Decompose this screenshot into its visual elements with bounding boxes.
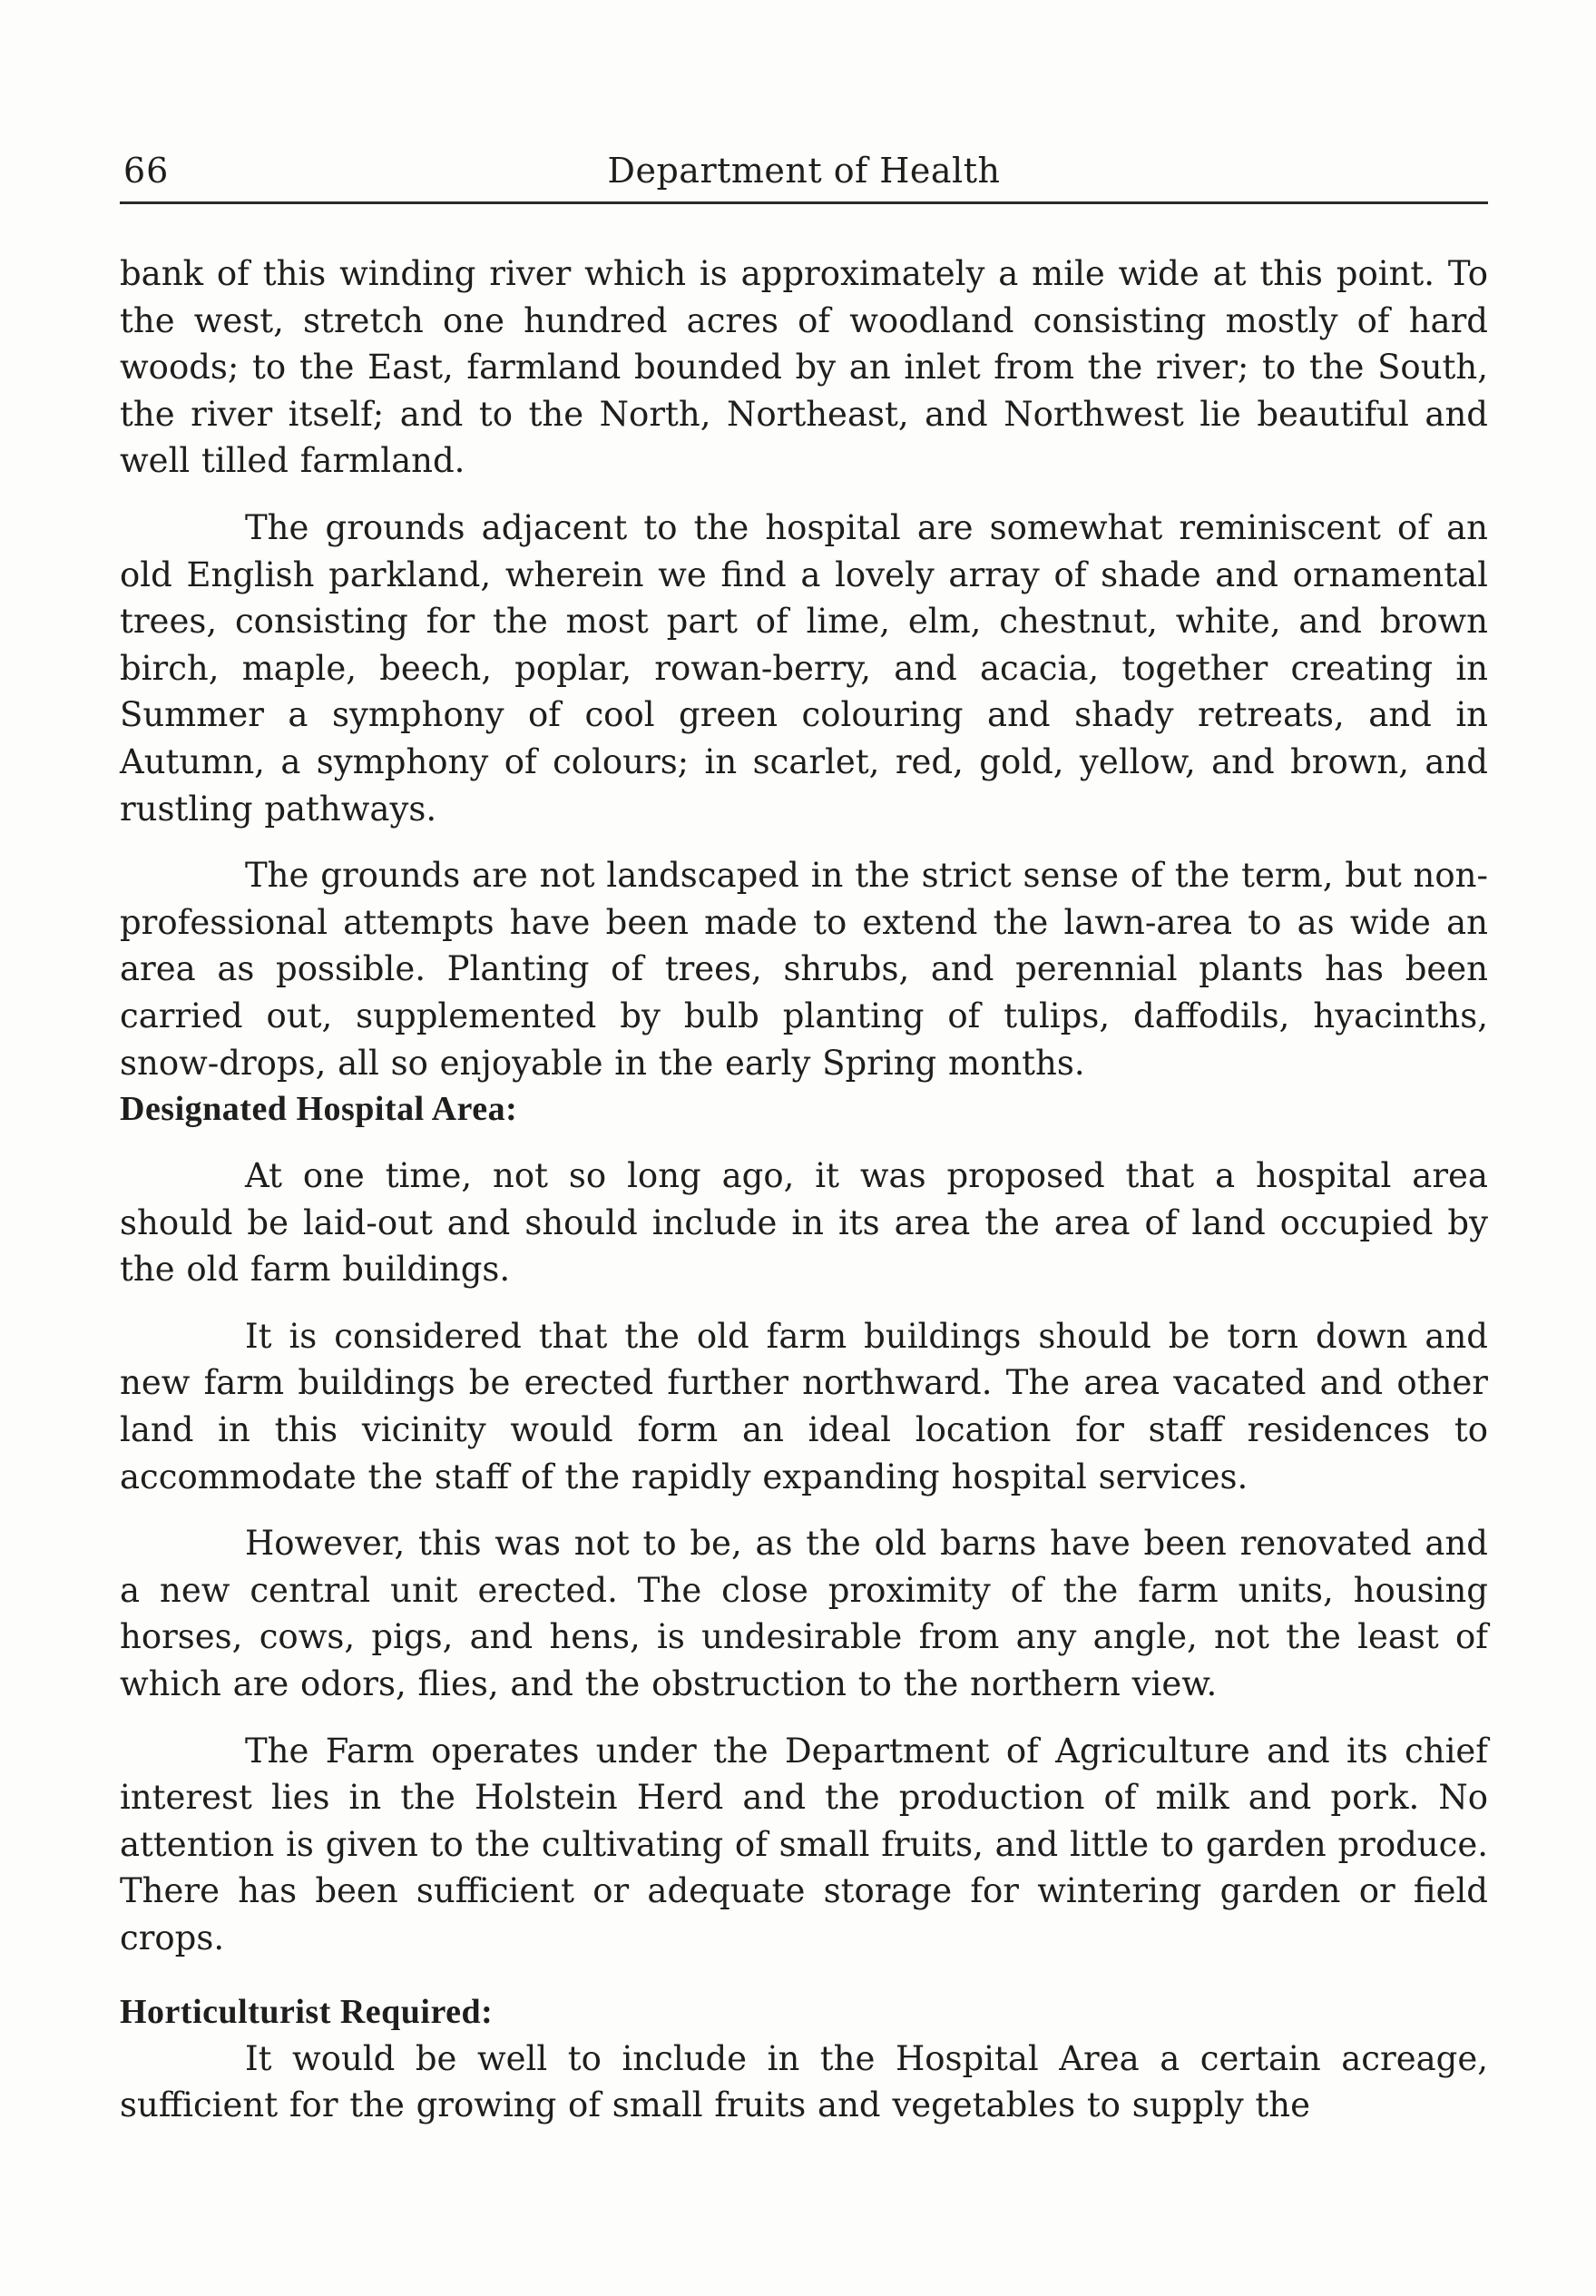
paragraph-grounds-landscaping: The grounds are not landscaped in the strict sense of the term, but non-professional attempts have been made to extend the lawn-area to as wide an area as possible. Planting of trees, shrubs, and perennial plants has been carried out, supplemented by bulb planting of tulips, daffodils, hyacinths, snow-drops, all so enjoyable in the early Spring months. bbox=[120, 856, 1488, 1083]
paragraph-farm-operations: The Farm operates under the Department of Agriculture and its chief interest lies in the Holstein Herd and the production of milk and pork. No attention is given to the cultivating of small fruits, and little to garden produce. There has been sufficient or adequate storage for wintering garden or field crops. bbox=[120, 1731, 1488, 1957]
paragraph-hospital-acreage: It would be well to include in the Hospital Area a certain acreage, sufficient for the growing of small fruits and vegetables to supply the bbox=[120, 2038, 1488, 2125]
page-number: 66 bbox=[123, 151, 170, 191]
paragraph-hospital-area-proposal: At one time, not so long ago, it was proposed that a hospital area should be laid-out and should include in its area the area of land occupied by the old farm buildings. bbox=[120, 1156, 1488, 1290]
paragraph-barns-renovated: However, this was not to be, as the old barns have been renovated and a new central unit erected. The close proximity of the farm units, housing horses, cows, pigs, and hens, is undesirable from any angle, not the least of which are odors, flies, and the obstruction to the northern view. bbox=[120, 1524, 1488, 1704]
running-head: Department of Health bbox=[607, 151, 1001, 191]
paragraph-farm-buildings: It is considered that the old farm buildings should be torn down and new farm buildings be erected further northward. The area vacated and other land in this vicinity would form an ideal location for staff residences to accommodate the staff of the rapidly expanding hospital services. bbox=[120, 1316, 1488, 1496]
page-header bbox=[120, 147, 1488, 204]
paragraph-river-boundaries: bank of this winding river which is approximately a mile wide at this point. To the west, stretch one hundred acres of woodland consisting mostly of hard woods; to the East, farmland bounded by an inlet from the river; to the South, the river itself; and to the North, Northeast, and Northwest lie beautiful and well tilled farmland. bbox=[120, 254, 1488, 481]
paragraph-grounds-parkland: The grounds adjacent to the hospital are somewhat reminiscent of an old English parkland, wherein we find a lovely array of shade and ornamental trees, consisting for the most part of lime, elm, chestnut, white, and brown birch, maple, beech, poplar, rowan-berry, and acacia, together creating in Summer a symphony of cool green colouring and shady retreats, and in Autumn, a symphony of colours; in scarlet, red, gold, yellow, and brown, and rustling pathways. bbox=[120, 507, 1488, 829]
page-body bbox=[120, 250, 1488, 2129]
section-heading-designated-hospital-area: Designated Hospital Area: bbox=[120, 1090, 518, 1129]
section-heading-horticulturist-required: Horticulturist Required: bbox=[120, 1992, 494, 2031]
